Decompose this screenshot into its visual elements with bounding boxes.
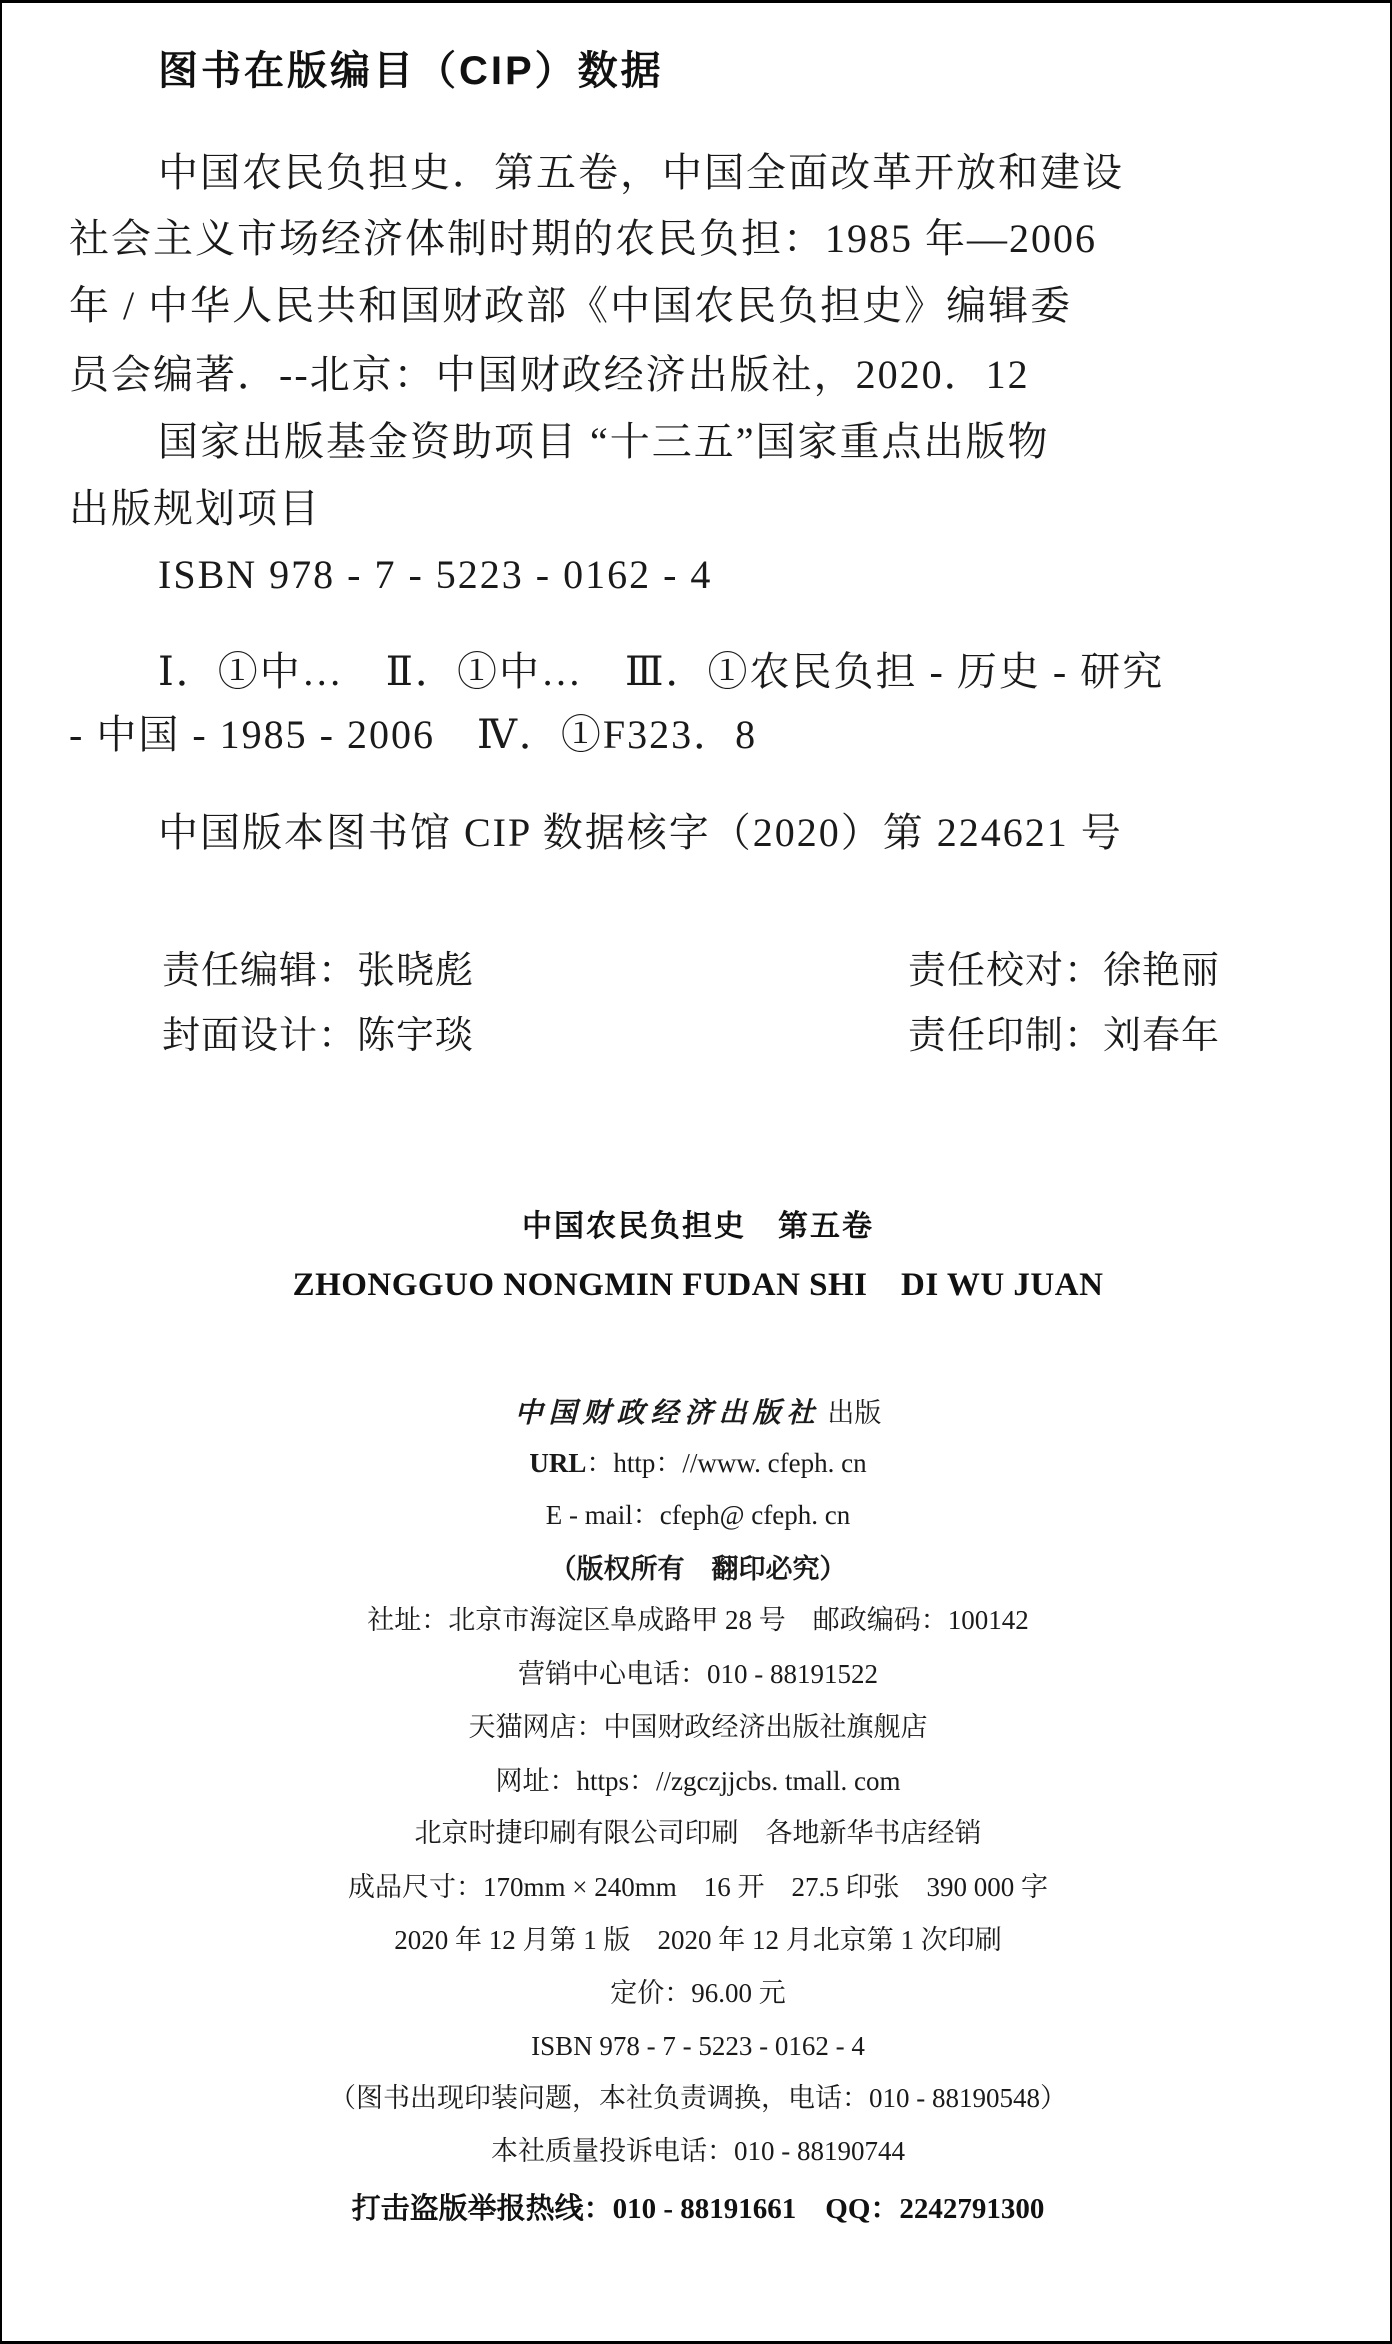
credit-cover-design bbox=[162, 1004, 474, 1059]
tmall-store: 天猫网店：中国财政经济出版社旗舰店 bbox=[468, 1712, 928, 1742]
credit-cover-design-label: 封面设计： bbox=[162, 1015, 358, 1057]
credit-printing-label: 责任印制： bbox=[908, 1015, 1104, 1057]
printer-distributor: 北京时捷印刷有限公司印刷 各地新华书店经销 bbox=[414, 1818, 982, 1848]
credit-printing-supervisor bbox=[908, 1004, 1220, 1059]
publisher-email[interactable]: E - mail：cfeph@ cfeph. cn bbox=[545, 1500, 851, 1530]
credit-editor-name: 张晓彪 bbox=[357, 950, 475, 992]
rights-notice: （版权所有 翻印必究） bbox=[549, 1554, 847, 1584]
publisher-url[interactable]: ：http：//www. cfeph. cn bbox=[586, 1448, 867, 1478]
cip-isbn: ISBN 978 - 7 - 5223 - 0162 - 4 bbox=[158, 552, 713, 597]
url-label: URL bbox=[529, 1448, 587, 1478]
credit-editor bbox=[162, 939, 474, 994]
price: 定价：96.00 元 bbox=[610, 1978, 786, 2008]
edition-info: 2020 年 12 月第 1 版 2020 年 12 月北京第 1 次印刷 bbox=[394, 1925, 1002, 1955]
publisher-line bbox=[2, 1391, 1392, 1431]
funding-line-1: 国家出版基金资助项目 “十三五”国家重点出版物 bbox=[158, 419, 1050, 464]
antipiracy-hotline: 打击盗版举报热线：010 - 88191661 QQ：2242791300 bbox=[351, 2193, 1045, 2225]
complaint-phone: 本社质量投诉电话：010 - 88190744 bbox=[491, 2136, 905, 2166]
book-title-chinese: 中国农民负担史 第五卷 bbox=[522, 1210, 874, 1243]
funding-line-2: 出版规划项目 bbox=[69, 486, 321, 531]
cip-record-line-3: 年 / 中华人民共和国财政部《中国农民负担史》编辑委 bbox=[69, 283, 1073, 328]
credit-printing-name: 刘春年 bbox=[1103, 1015, 1221, 1057]
store-url[interactable]: 网址：https：//zgczjjcbs. tmall. com bbox=[495, 1766, 901, 1796]
publisher-url-line bbox=[2, 1447, 1392, 1479]
publisher-address: 社址：北京市海淀区阜成路甲 28 号 邮政编码：100142 bbox=[367, 1605, 1029, 1635]
cip-record-line-1: 中国农民负担史．第五卷，中国全面改革开放和建设 bbox=[158, 150, 1124, 195]
credit-cover-design-name: 陈宇琰 bbox=[357, 1015, 475, 1057]
publisher-suffix: 出版 bbox=[820, 1398, 882, 1428]
cip-verification-number: 中国版本图书馆 CIP 数据核字（2020）第 224621 号 bbox=[158, 810, 1123, 855]
credit-proofreader bbox=[908, 939, 1220, 994]
defect-notice: （图书出现印装问题，本社负责调换，电话：010 - 88190548） bbox=[329, 2083, 1067, 2113]
sales-phone: 营销中心电话：010 - 88191522 bbox=[518, 1659, 878, 1689]
publisher-name-logotype: 中国财政经济出版社 bbox=[514, 1398, 821, 1429]
cip-record-line-4: 员会编著．--北京：中国财政经济出版社，2020．12 bbox=[69, 352, 1030, 397]
book-specs: 成品尺寸：170mm × 240mm 16 开 27.5 印张 390 000 字 bbox=[348, 1872, 1048, 1902]
book-title-pinyin: ZHONGGUO NONGMIN FUDAN SHI DI WU JUAN bbox=[292, 1267, 1104, 1303]
cip-heading: 图书在版编目（CIP）数据 bbox=[158, 49, 664, 93]
classification-line-2: - 中国 - 1985 - 2006 Ⅳ．①F323．8 bbox=[69, 712, 758, 757]
credit-proofreader-name: 徐艳丽 bbox=[1103, 950, 1221, 992]
classification-line-1: Ⅰ．①中… Ⅱ．①中… Ⅲ．①农民负担 - 历史 - 研究 bbox=[158, 649, 1165, 694]
credit-editor-label: 责任编辑： bbox=[162, 950, 358, 992]
credit-proofreader-label: 责任校对： bbox=[908, 950, 1104, 992]
isbn: ISBN 978 - 7 - 5223 - 0162 - 4 bbox=[531, 2031, 865, 2061]
cip-record-line-2: 社会主义市场经济体制时期的农民负担：1985 年—2006 bbox=[69, 216, 1097, 261]
